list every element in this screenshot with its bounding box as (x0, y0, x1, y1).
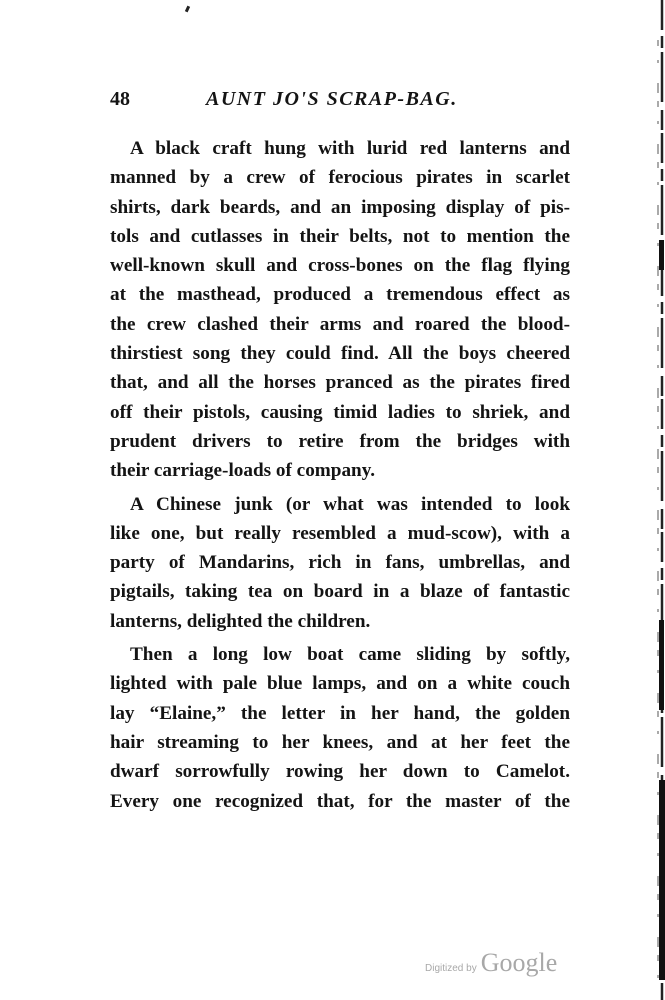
page-number: 48 (110, 88, 130, 110)
text-line: hair streaming to her knees, and at her feet the (110, 731, 570, 753)
digitized-by-google-watermark (425, 948, 565, 978)
watermark-prefix: Digitized by (425, 963, 477, 974)
text-line: lanterns, delighted the children. (110, 610, 371, 632)
text-line: prudent drivers to retire from the bridges with (110, 430, 570, 452)
text-line: that, and all the horses pranced as the pirates fired (110, 372, 570, 394)
text-line: their carriage-loads of company. (110, 460, 376, 482)
running-title: AUNT JO'S SCRAP-BAG. (206, 88, 458, 110)
text-line: well-known skull and cross-bones on the flag flying (110, 255, 570, 277)
text-line: manned by a crew of ferocious pirates in scarlet (110, 167, 570, 189)
paragraph-chinese-junk (110, 490, 570, 636)
paragraph-pirates (110, 134, 570, 486)
text-line: Then a long low boat came sliding by softly, (130, 644, 570, 666)
text-line: like one, but really resembled a mud-scow), with a (110, 522, 570, 544)
ink-mark (185, 6, 190, 13)
text-line: lighted with pale blue lamps, and on a white couch (110, 673, 570, 695)
text-line: A black craft hung with lurid red lanterns and (130, 138, 570, 159)
text-line: tols and cutlasses in their belts, not to mention the (110, 225, 570, 247)
paragraph-elaine (110, 640, 570, 816)
text-line: lay “Elaine,” the letter in her hand, the golden (110, 702, 570, 724)
text-line: thirstiest song they could find. All the boys cheered (110, 343, 570, 365)
text-line: off their pistols, causing timid ladies to shriek, and (110, 401, 570, 423)
text-line: shirts, dark beards, and an imposing display of pis- (110, 196, 570, 218)
text-line: pigtails, taking tea on board in a blaze of fantastic (110, 581, 570, 603)
scanned-page-edge (647, 0, 665, 1000)
text-line: at the masthead, produced a tremendous effect as (110, 284, 570, 306)
text-line: the crew clashed their arms and roared the blood- (110, 313, 570, 335)
body-text (110, 134, 570, 816)
page-header (110, 88, 570, 114)
text-line: A Chinese junk (or what was intended to look (130, 493, 570, 515)
text-line: party of Mandarins, rich in fans, umbrellas, and (110, 552, 570, 574)
text-line: dwarf sorrowfully rowing her down to Camelot. (110, 761, 570, 783)
text-line: Every one recognized that, for the master of the (110, 790, 570, 812)
google-logo: Google (480, 948, 558, 977)
